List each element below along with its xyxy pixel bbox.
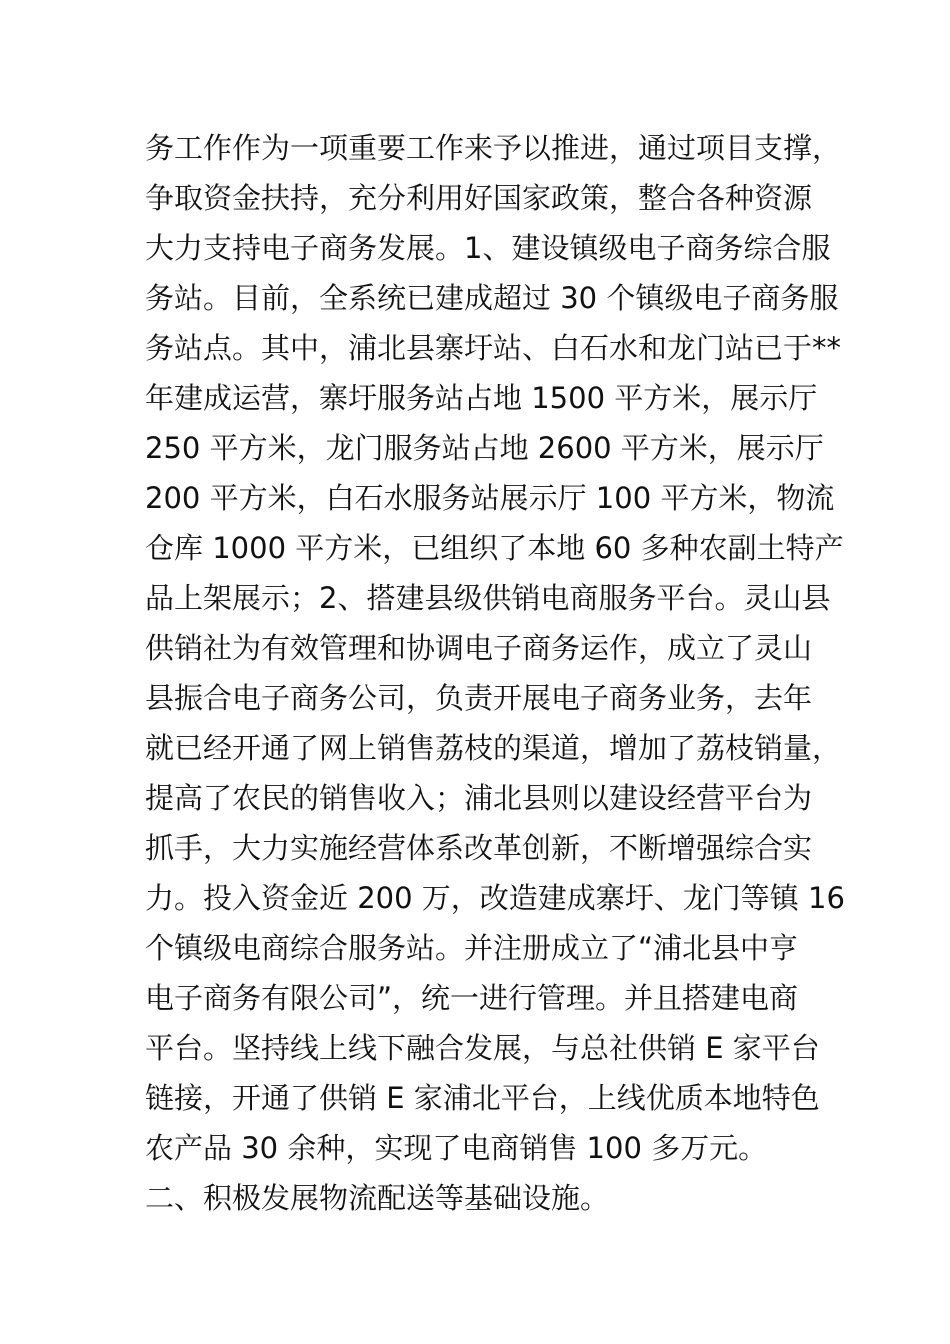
text-line-9: 仓库 1000 平方米，已组织了本地 60 多种农副土特产 <box>145 531 844 565</box>
text-line-17: 个镇级电商综合服务站。并注册成立了“浦北县中亨 <box>145 931 799 965</box>
section-heading: 二、积极发展物流配送等基础设施。 <box>145 1181 610 1215</box>
text-line-11: 供销社为有效管理和协调电子商务运作，成立了灵山 <box>145 631 813 665</box>
text-line-3: 大力支持电子商务发展。1、建设镇级电子商务综合服 <box>145 231 831 265</box>
body-text <box>145 123 845 1223</box>
text-line-14: 提高了农民的销售收入；浦北县则以建设经营平台为 <box>145 781 813 815</box>
text-line-10: 品上架展示；2、搭建县级供销电商服务平台。灵山县 <box>145 581 831 615</box>
text-line-5: 务站点。其中，浦北县寨圩站、白石水和龙门站已于** <box>145 331 842 365</box>
text-line-19: 平台。坚持线上线下融合发展，与总社供销 E 家平台 <box>145 1031 820 1065</box>
text-line-1: 务工作作为一项重要工作来予以推进，通过项目支撑， <box>145 131 842 165</box>
text-line-18: 电子商务有限公司”，统一进行管理。并且搭建电商 <box>145 981 799 1015</box>
text-line-7: 250 平方米，龙门服务站占地 2600 平方米，展示厅 <box>145 431 824 465</box>
text-line-8: 200 平方米，白石水服务站展示厅 100 平方米，物流 <box>145 481 835 515</box>
text-line-2: 争取资金扶持，充分利用好国家政策，整合各种资源 <box>145 181 813 215</box>
text-line-15: 抓手，大力实施经营体系改革创新，不断增强综合实 <box>145 831 813 865</box>
text-line-6: 年建成运营，寨圩服务站占地 1500 平方米，展示厅 <box>145 381 818 415</box>
text-line-16: 力。投入资金近 200 万，改造建成寨圩、龙门等镇 16 <box>145 881 845 915</box>
text-line-20: 链接，开通了供销 E 家浦北平台，上线优质本地特色 <box>145 1081 820 1115</box>
text-line-4: 务站。目前，全系统已建成超过 30 个镇级电子商务服 <box>145 281 839 315</box>
text-line-12: 县振合电子商务公司，负责开展电子商务业务，去年 <box>145 681 813 715</box>
text-line-13: 就已经开通了网上销售荔枝的渠道，增加了荔枝销量， <box>145 731 842 765</box>
text-line-21: 农产品 30 余种，实现了电商销售 100 多万元。 <box>145 1131 768 1165</box>
